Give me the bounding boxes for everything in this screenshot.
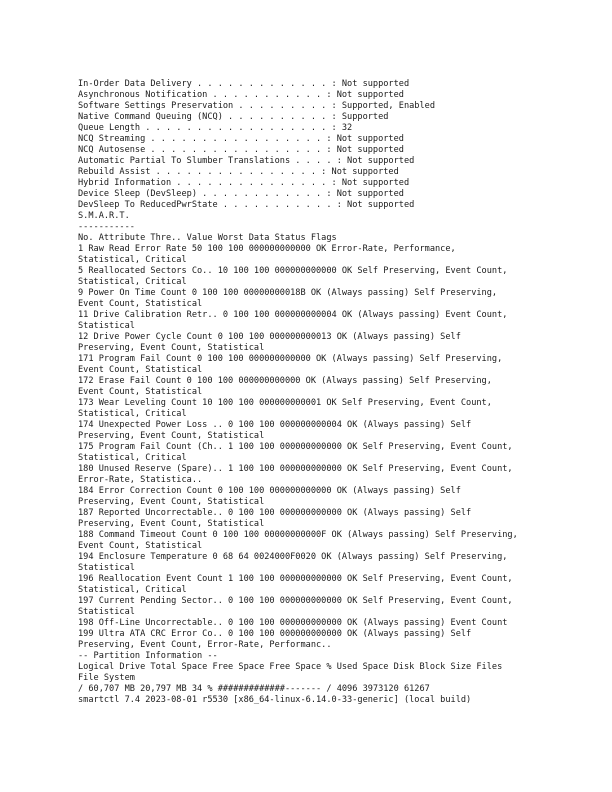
report-line: Native Command Queuing (NCQ) . . . . . . . . . . : Supported	[78, 112, 389, 122]
report-line: 198 Off-Line Uncorrectable.. 0 100 100 000000000000 OK (Always passing) Event Count	[78, 618, 508, 628]
report-line: Statistical, Critical	[78, 255, 187, 265]
report-line: 199 Ultra ATA CRC Error Co.. 0 100 100 000000000000 OK (Always passing) Self	[78, 629, 472, 639]
report-line: Device Sleep (DevSleep) . . . . . . . . . . . . : Not supported	[78, 189, 404, 199]
report-line: 173 Wear Leveling Count 10 100 100 000000000001 OK Self Preserving, Event Count,	[78, 398, 492, 408]
report-line: Logical Drive Total Space Free Space Free Space % Used Space Disk Block Size Files	[78, 662, 503, 672]
report-line: Preserving, Event Count, Statistical	[78, 431, 265, 441]
report-line: 194 Enclosure Temperature 0 68 64 0024000F0020 OK (Always passing) Self Preserving,	[78, 552, 508, 562]
report-line: Event Count, Statistical	[78, 541, 203, 551]
report-line: 174 Unexpected Power Loss .. 0 100 100 000000000004 OK (Always passing) Self	[78, 420, 472, 430]
report-line: Statistical	[78, 321, 135, 331]
report-line: Statistical	[78, 563, 135, 573]
report-line: Event Count, Statistical	[78, 299, 203, 309]
report-line: 188 Command Timeout Count 0 100 100 00000000000F OK (Always passing) Self Preserving,	[78, 530, 518, 540]
report-line: In-Order Data Delivery . . . . . . . . . . . . . : Not supported	[78, 79, 410, 89]
report-line: 172 Erase Fail Count 0 100 100 000000000000 OK (Always passing) Self Preserving,	[78, 376, 492, 386]
report-line: Error-Rate, Statistica..	[78, 475, 203, 485]
report-line: 9 Power On Time Count 0 100 100 00000000018B OK (Always passing) Self Preserving,	[78, 288, 498, 298]
report-line: smartctl 7.4 2023-08-01 r5530 [x86_64-linux-6.14.0-33-generic] (local build)	[78, 695, 472, 705]
report-line: Statistical, Critical	[78, 409, 187, 419]
report-line: Software Settings Preservation . . . . . . . . . : Supported, Enabled	[78, 101, 435, 111]
report-line: 196 Reallocation Event Count 1 100 100 000000000000 OK Self Preserving, Event Count,	[78, 574, 513, 584]
report-line: S.M.A.R.T.	[78, 211, 130, 221]
report-line: 184 Error Correction Count 0 100 100 000000000000 OK (Always passing) Self	[78, 486, 461, 496]
report-line: DevSleep To ReducedPwrState . . . . . . . . . . . : Not supported	[78, 200, 415, 210]
report-line: Hybrid Information . . . . . . . . . . . . . . . : Not supported	[78, 178, 410, 188]
report-line: Event Count, Statistical	[78, 387, 203, 397]
report-line: Preserving, Event Count, Statistical	[78, 497, 265, 507]
report-line: 180 Unused Reserve (Spare).. 1 100 100 000000000000 OK Self Preserving, Event Count,	[78, 464, 513, 474]
report-line: 1 Raw Read Error Rate 50 100 100 000000000000 OK Error-Rate, Performance,	[78, 244, 456, 254]
report-line: File System	[78, 673, 135, 683]
report-line: Preserving, Event Count, Statistical	[78, 519, 265, 529]
report-line: Rebuild Assist . . . . . . . . . . . . . . . . : Not supported	[78, 167, 399, 177]
report-line: -----------	[78, 222, 135, 232]
report-line: Preserving, Event Count, Statistical	[78, 343, 265, 353]
report-line: Preserving, Event Count, Error-Rate, Performanc..	[78, 640, 332, 650]
report-line: Automatic Partial To Slumber Translations . . . . : Not supported	[78, 156, 415, 166]
report-line: Event Count, Statistical	[78, 365, 203, 375]
report-line: -- Partition Information --	[78, 651, 218, 661]
report-line: Statistical	[78, 607, 135, 617]
report-line: NCQ Autosense . . . . . . . . . . . . . . . . . : Not supported	[78, 145, 404, 155]
report-line: 171 Program Fail Count 0 100 100 000000000000 OK (Always passing) Self Preserving,	[78, 354, 503, 364]
report-line: 175 Program Fail Count (Ch.. 1 100 100 000000000000 OK Self Preserving, Event Count,	[78, 442, 513, 452]
report-line: NCQ Streaming . . . . . . . . . . . . . . . . . : Not supported	[78, 134, 404, 144]
report-line: Queue Length . . . . . . . . . . . . . . . . . . : 32	[78, 123, 353, 133]
report-line: 5 Reallocated Sectors Co.. 10 100 100 000000000000 OK Self Preserving, Event Count,	[78, 266, 508, 276]
report-line: Statistical, Critical	[78, 453, 187, 463]
report-line: Statistical, Critical	[78, 585, 187, 595]
report-line: 187 Reported Uncorrectable.. 0 100 100 000000000000 OK (Always passing) Self	[78, 508, 472, 518]
report-line: Statistical, Critical	[78, 277, 187, 287]
report-line: / 60,707 MB 20,797 MB 34 % #############------- / 4096 3973120 61267	[78, 684, 430, 694]
report-line: 197 Current Pending Sector.. 0 100 100 000000000000 OK Self Preserving, Event Count,	[78, 596, 513, 606]
report-line: 12 Drive Power Cycle Count 0 100 100 000000000013 OK (Always passing) Self	[78, 332, 461, 342]
report-text-block	[78, 79, 598, 706]
report-line: No. Attribute Thre.. Value Worst Data Status Flags	[78, 233, 337, 243]
report-line: Asynchronous Notification . . . . . . . . . . . : Not supported	[78, 90, 404, 100]
report-line: 11 Drive Calibration Retr.. 0 100 100 000000000004 OK (Always passing) Event Count,	[78, 310, 508, 320]
